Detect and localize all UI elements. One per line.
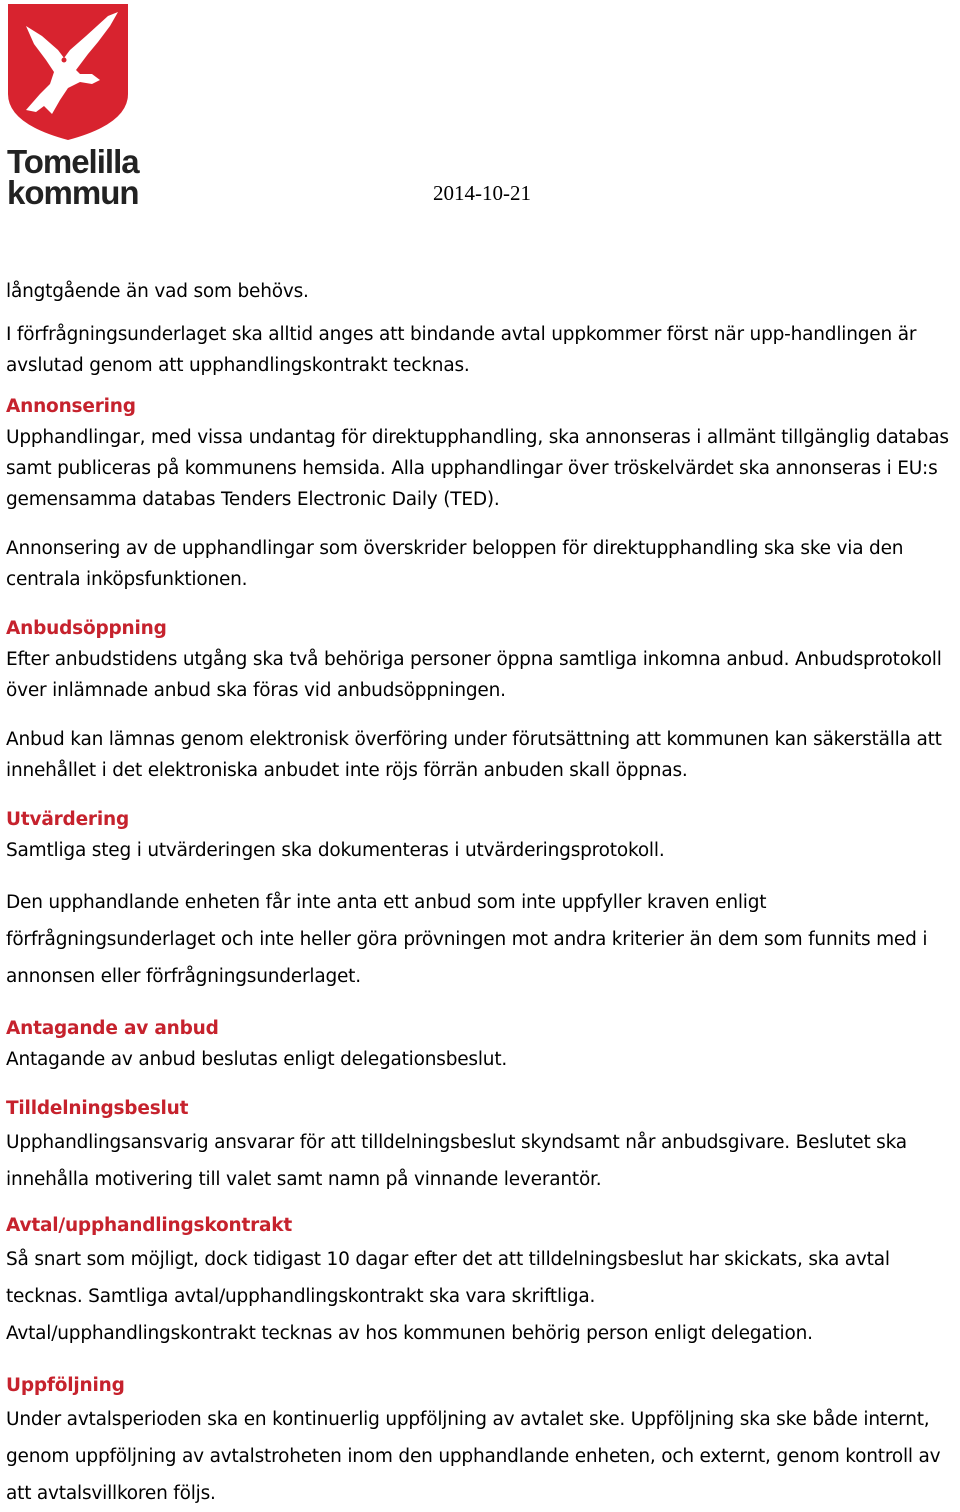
- logo-line-1: Tomelilla: [7, 143, 139, 180]
- heading-annonsering: Annonsering: [6, 396, 136, 417]
- paragraph-uppfoljning: Under avtalsperioden ska en kontinuerlig uppföljning av avtalet ske. Uppföljning ska ske både internt, genom uppföljning av avtalstroheten inom den upphandlande enheten, och externt, genom kontroll av att avtalsvillkoren följs.: [6, 1409, 941, 1504]
- heading-anbudsoppning: Anbudsöppning: [6, 618, 167, 639]
- heading-tilldelningsbeslut: Tilldelningsbeslut: [6, 1098, 189, 1119]
- paragraph-intro-1: långtgående än vad som behövs.: [6, 281, 309, 302]
- heading-antagande: Antagande av anbud: [6, 1018, 219, 1039]
- logo-wordmark: [7, 143, 139, 211]
- paragraph-anbudsoppning-2: Anbud kan lämnas genom elektronisk överföring under förutsättning att kommunen kan säkerställa att innehållet i det elektroniska anbudet inte röjs förrän anbuden skall öppnas.: [6, 729, 942, 781]
- heading-utvardering: Utvärdering: [6, 809, 130, 830]
- paragraph-tilldelningsbeslut: Upphandlingsansvarig ansvarar för att tilldelningsbeslut skyndsamt når anbudsgivare. Beslutet ska innehålla motivering till valet samt namn på vinnande leverantör.: [6, 1132, 907, 1190]
- paragraph-annonsering-2: Annonsering av de upphandlingar som överskrider beloppen för direktupphandling ska ske via den centrala inköpsfunktionen.: [6, 538, 904, 590]
- document-date: 2014-10-21: [433, 181, 531, 205]
- shield-bird-emblem: [6, 2, 130, 142]
- paragraph-intro-2: I förfrågningsunderlaget ska alltid anges att bindande avtal uppkommer först när upp-handlingen är avslutad genom att upphandlingskontrakt tecknas.: [6, 324, 917, 376]
- paragraph-avtal-2: Avtal/upphandlingskontrakt tecknas av hos kommunen behörig person enligt delegation.: [6, 1323, 813, 1344]
- logo-line-2: kommun: [7, 174, 139, 211]
- paragraph-antagande: Antagande av anbud beslutas enligt delegationsbeslut.: [6, 1049, 508, 1070]
- paragraph-anbudsoppning-1: Efter anbudstidens utgång ska två behöriga personer öppna samtliga inkomna anbud. Anbudsprotokoll över inlämnade anbud ska föras vid anbudsöppningen.: [6, 649, 942, 701]
- paragraph-utvardering-2: Den upphandlande enheten får inte anta ett anbud som inte uppfyller kraven enligt förfrågningsunderlaget och inte heller göra prövningen mot andra kriterier än dem som funnits med i annonsen eller förfrågningsunderlaget.: [6, 892, 928, 987]
- paragraph-annonsering-1: Upphandlingar, med vissa undantag för direktupphandling, ska annonseras i allmänt tillgänglig databas samt publiceras på kommunens hemsida. Alla upphandlingar över tröskelvärdet ska annonseras i EU:s gemensamma databas Tenders Electronic Daily (TED).: [6, 427, 949, 510]
- document-body: [6, 276, 958, 1512]
- heading-avtal: Avtal/upphandlingskontrakt: [6, 1215, 293, 1236]
- paragraph-avtal-1: Så snart som möjligt, dock tidigast 10 dagar efter det att tilldelningsbeslut har skickats, ska avtal tecknas. Samtliga avtal/upphandlingskontrakt ska vara skriftliga.: [6, 1249, 890, 1307]
- paragraph-utvardering-1: Samtliga steg i utvärderingen ska dokumenteras i utvärderingsprotokoll.: [6, 840, 665, 861]
- municipality-logo: [6, 2, 139, 211]
- heading-uppfoljning: Uppföljning: [6, 1375, 125, 1396]
